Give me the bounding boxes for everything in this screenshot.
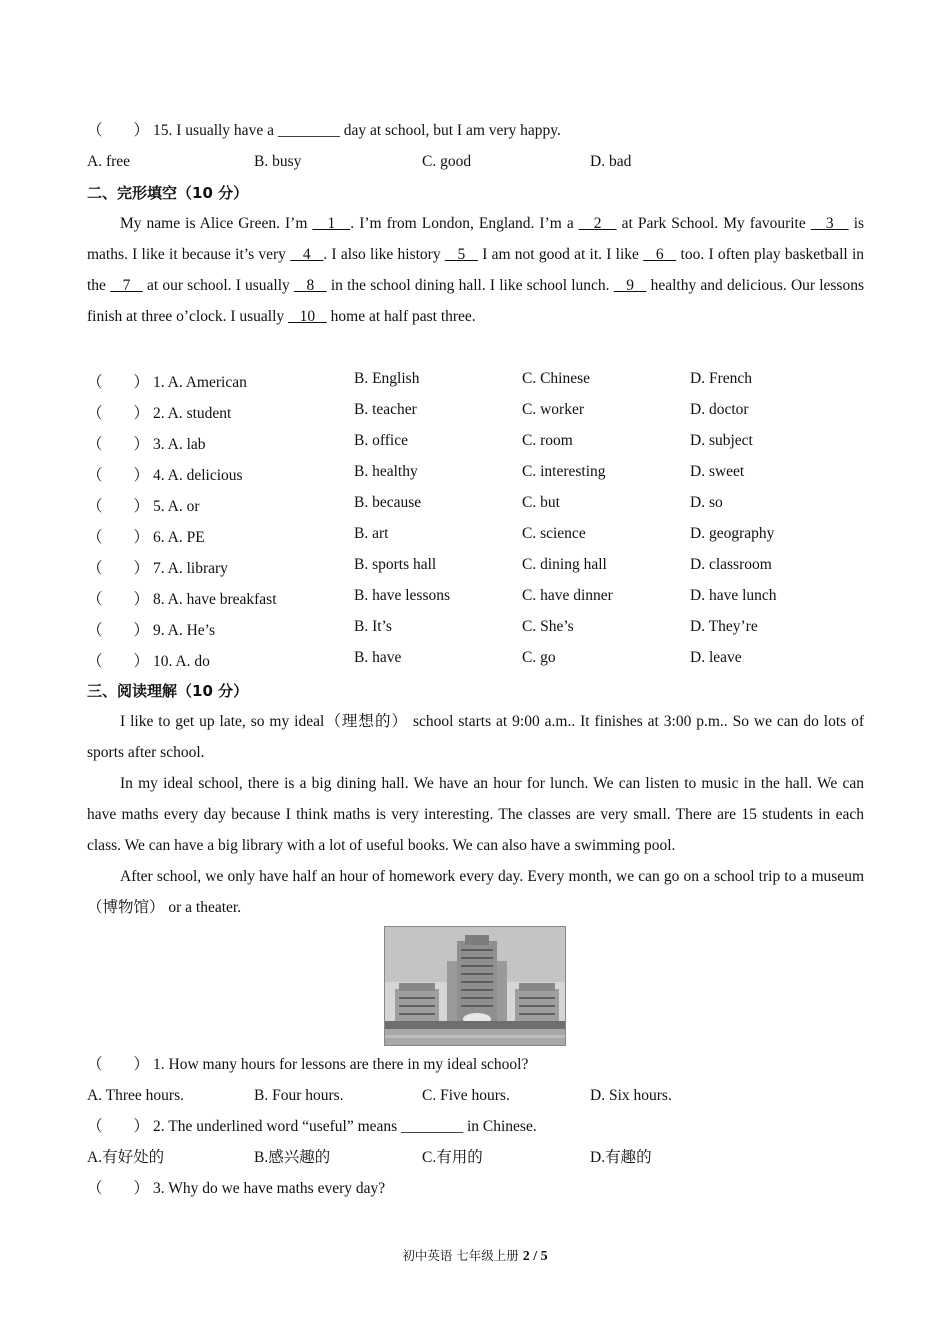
reading-q1-stem: （ ） 1. How many hours for lessons are there in my ideal school? [87, 1056, 529, 1073]
option-b: B. have [354, 649, 402, 666]
option-c: C.有用的 [422, 1149, 483, 1166]
option-d: D. geography [690, 525, 775, 542]
option-a: A. free [87, 153, 131, 170]
answer-paren: （ ） [87, 122, 150, 139]
page-footer [0, 1246, 950, 1265]
option-c: C. Five hours. [422, 1087, 510, 1104]
cloze-question-row [87, 649, 887, 669]
option-b: B. It’s [354, 618, 392, 635]
question-stem [87, 525, 205, 547]
reading-q2-options [87, 1148, 887, 1168]
option-b: B. English [354, 370, 420, 387]
cloze-question-row [87, 401, 887, 421]
question-stem [87, 649, 210, 671]
option-d: D.有趣的 [590, 1149, 652, 1166]
option-b: B. art [354, 525, 389, 542]
cloze-blank: 3 [810, 215, 849, 232]
option-b: B. have lessons [354, 587, 451, 604]
option-c: C. but [522, 494, 560, 511]
page-number: 2 / 5 [522, 1249, 548, 1264]
cloze-blank: 2 [578, 215, 617, 232]
cloze-passage [87, 208, 864, 332]
option-c: C. science [522, 525, 586, 542]
answer-paren: （ ） [87, 467, 150, 484]
question-stem [87, 618, 215, 640]
option-d: D. bad [590, 153, 632, 170]
option-c: C. good [422, 153, 472, 170]
cloze-text: . I’m from London, England. I’m a [350, 215, 579, 232]
cloze-blank: 6 [643, 246, 677, 263]
cloze-text: is maths. I like it because it’s very [87, 215, 865, 263]
option-b: B. because [354, 494, 422, 511]
option-c: C. worker [522, 401, 584, 418]
question-stem [87, 401, 231, 423]
option-c: C. Chinese [522, 370, 591, 387]
reading-paragraph-1: I like to get up late, so my ideal（理想的） school starts at 9:00 a.m.. It finishes at 3:00 p.m.. So we can do lots of sports after school. [87, 713, 864, 761]
question-stem [87, 463, 243, 485]
cloze-question-row [87, 432, 887, 452]
option-b: B. teacher [354, 401, 417, 418]
reading-q3-stem: （ ） 3. Why do we have maths every day? [87, 1180, 386, 1197]
q15-options [87, 152, 887, 172]
option-d: D. classroom [690, 556, 772, 573]
option-c: C. She’s [522, 618, 574, 635]
option-a: 10. A. do [153, 653, 210, 670]
answer-paren: （ ） [87, 1180, 150, 1197]
option-a: 2. A. student [153, 405, 232, 422]
option-b: B. sports hall [354, 556, 437, 573]
answer-paren: （ ） [87, 653, 150, 670]
option-b: B. healthy [354, 463, 418, 480]
cloze-text: at Park School. My favourite [616, 215, 811, 232]
option-c: C. room [522, 432, 573, 449]
answer-paren: （ ） [87, 560, 150, 577]
option-c: C. interesting [522, 463, 606, 480]
question-stem [87, 370, 247, 392]
question-stem [87, 432, 206, 454]
option-c: C. have dinner [522, 587, 613, 604]
option-b: B.感兴趣的 [254, 1149, 331, 1166]
option-a: A. Three hours. [87, 1087, 184, 1104]
option-b: B. Four hours. [254, 1087, 344, 1104]
option-a: 4. A. delicious [153, 467, 243, 484]
option-d: D. have lunch [690, 587, 777, 604]
section2-title: 二、完形填空（10 分） [87, 184, 249, 202]
cloze-text: too. I often play basketball in the [87, 246, 865, 294]
cloze-question-row [87, 556, 887, 576]
option-a: 5. A. or [153, 498, 200, 515]
answer-paren: （ ） [87, 1056, 150, 1073]
option-d: D. sweet [690, 463, 745, 480]
cloze-blank: 10 [288, 308, 327, 325]
cloze-blank: 9 [613, 277, 647, 294]
answer-paren: （ ） [87, 529, 150, 546]
option-a: 7. A. library [153, 560, 228, 577]
answer-paren: （ ） [87, 498, 150, 515]
reading-paragraph-2: In my ideal school, there is a big dining hall. We have an hour for lunch. We can listen to music in the hall. We can have maths every day because I think maths is very interesting. The classes are very small. There are 15 students in each class. We can have a big library with a lot of useful books. We can also have a swimming pool. [87, 775, 864, 854]
option-c: C. dining hall [522, 556, 607, 573]
option-d: D. leave [690, 649, 742, 666]
section3-title: 三、阅读理解（10 分） [87, 682, 249, 700]
cloze-question-row [87, 587, 887, 607]
cloze-question-row [87, 494, 887, 514]
cloze-question-row [87, 618, 887, 638]
reading-q2-stem: （ ） 2. The underlined word “useful” means ________ in Chinese. [87, 1118, 537, 1135]
cloze-text: in the school dining hall. I like school lunch. [326, 277, 614, 294]
option-a: 3. A. lab [153, 436, 206, 453]
question-stem [87, 556, 228, 578]
school-building-image [385, 927, 566, 1046]
cloze-question-row [87, 525, 887, 545]
cloze-blank: 1 [312, 215, 351, 232]
question-stem [87, 587, 277, 609]
cloze-text: I am not good at it. I like [478, 246, 644, 263]
cloze-blank: 4 [290, 246, 324, 263]
option-a: 6. A. PE [153, 529, 205, 546]
option-d: D. French [690, 370, 752, 387]
answer-paren: （ ） [87, 405, 150, 422]
q15-stem: （ ） 15. I usually have a ________ day at school, but I am very happy. [87, 122, 561, 139]
cloze-blank: 7 [110, 277, 143, 294]
cloze-blank: 5 [444, 246, 478, 263]
option-a: 1. A. American [153, 374, 247, 391]
option-d: D. Six hours. [590, 1087, 672, 1104]
option-c: C. go [522, 649, 556, 666]
footer-label: 初中英语 七年级上册 [402, 1248, 523, 1263]
cloze-text: healthy and delicious. Our lessons finish at three o’clock. I usually [87, 277, 864, 325]
option-b: B. busy [254, 153, 302, 170]
cloze-question-row [87, 370, 887, 390]
option-d: D. subject [690, 432, 753, 449]
question-stem [87, 494, 200, 516]
option-d: D. so [690, 494, 723, 511]
cloze-text: My name is Alice Green. I’m [120, 215, 313, 232]
school-building-photo [384, 926, 566, 1046]
option-d: D. They’re [690, 618, 758, 635]
answer-paren: （ ） [87, 1118, 150, 1135]
answer-paren: （ ） [87, 591, 150, 608]
reading-q1-options [87, 1086, 887, 1106]
reading-paragraph-3: After school, we only have half an hour of homework every day. Every month, we can go on a school trip to a museum（博物馆） or a theater. [87, 868, 864, 916]
cloze-text: at our school. I usually [142, 277, 294, 294]
option-a: A.有好处的 [87, 1149, 165, 1166]
cloze-text: home at half past three. [326, 308, 476, 325]
answer-paren: （ ） [87, 374, 150, 391]
cloze-question-row [87, 463, 887, 483]
option-a: 8. A. have breakfast [153, 591, 277, 608]
option-d: D. doctor [690, 401, 749, 418]
answer-paren: （ ） [87, 622, 150, 639]
answer-paren: （ ） [87, 436, 150, 453]
cloze-text: . I also like history [323, 246, 445, 263]
option-a: 9. A. He’s [153, 622, 215, 639]
cloze-blank: 8 [293, 277, 327, 294]
option-b: B. office [354, 432, 408, 449]
